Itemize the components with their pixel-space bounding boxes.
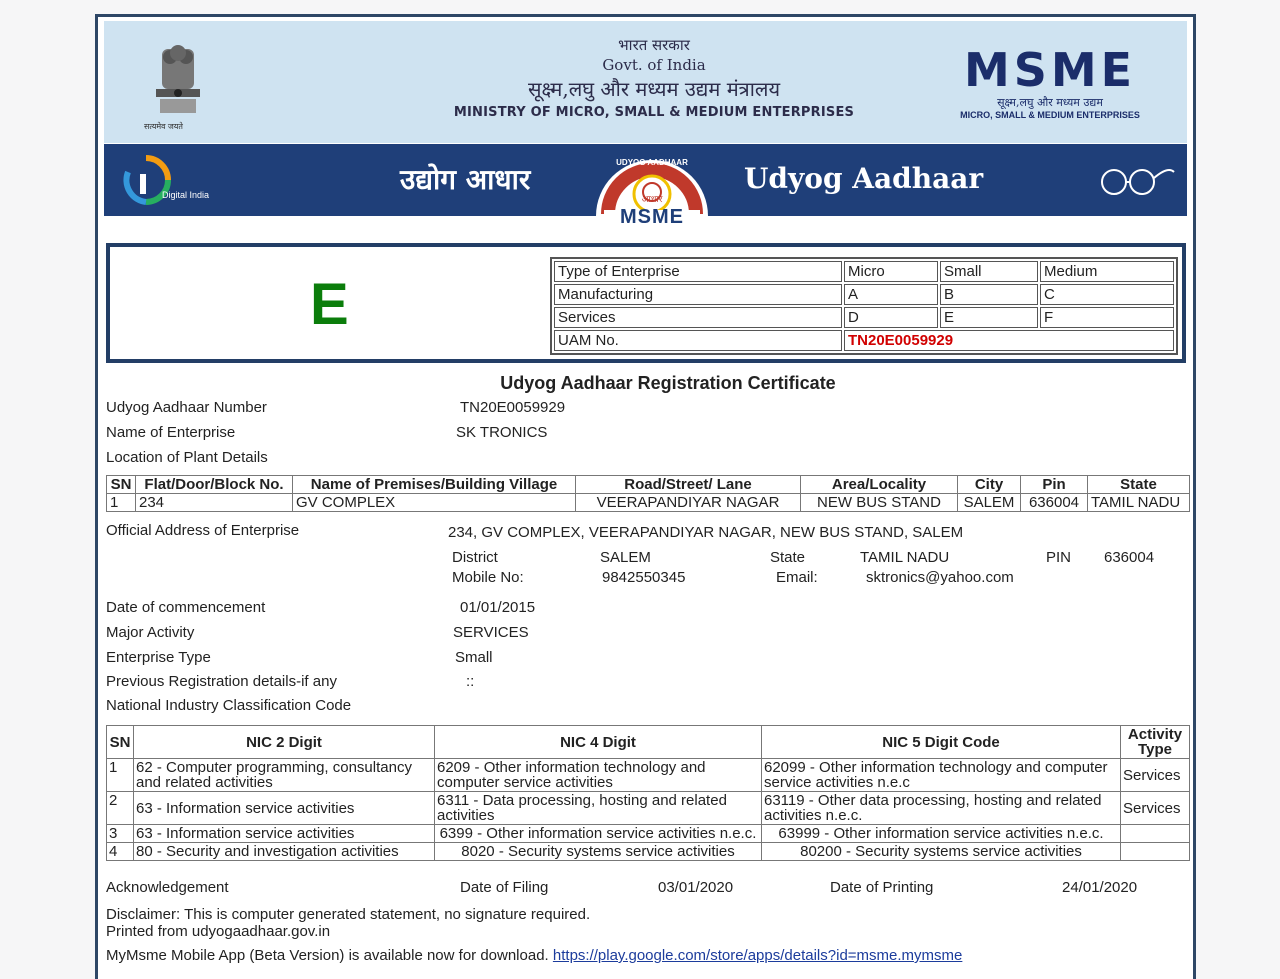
table-cell: 62099 - Other information technology and computer service activities n.e.c — [762, 759, 1121, 792]
mobile-label: Mobile No: — [452, 569, 524, 586]
table-row — [554, 284, 1174, 305]
table-row — [554, 330, 1174, 351]
plant-location-table — [106, 475, 1190, 512]
table-cell: 1 — [107, 759, 134, 792]
printed-from-text: Printed from udyogaadhaar.gov.in — [106, 923, 331, 940]
emblem-caption: सत्यमेव जयते — [144, 122, 183, 131]
table-row — [107, 825, 1190, 843]
udyog-aadhaar-seal-icon — [590, 142, 714, 226]
app-notice-text: MyMsme Mobile App (Beta Version) is available now for download. — [106, 947, 549, 964]
district-label: District — [452, 549, 498, 566]
major-activity-value: SERVICES — [453, 624, 529, 641]
seal-top-text: UDYOG AADHAAR — [616, 158, 688, 167]
table-header-row — [107, 476, 1190, 494]
msme-logo-hindi: सूक्ष्म,लघु और मध्यम उद्यम — [997, 96, 1103, 109]
disclaimer-text: Disclaimer: This is computer generated statement, no signature required. — [106, 906, 591, 923]
table-cell: C — [1040, 284, 1174, 305]
column-header: SN — [107, 476, 136, 494]
seal-msme-text: MSME — [620, 206, 684, 228]
title-band — [104, 144, 1187, 228]
digital-india-label: Digital India — [162, 190, 210, 200]
seal-inner-text: आधार — [641, 194, 663, 204]
table-row — [107, 494, 1190, 512]
header-band — [104, 21, 1187, 143]
table-cell: 3 — [107, 825, 134, 843]
nic-label: National Industry Classification Code — [106, 697, 352, 714]
column-header: NIC 4 Digit — [435, 726, 762, 759]
table-cell: GV COMPLEX — [293, 494, 576, 512]
table-cell: 63 - Information service activities — [134, 792, 435, 825]
table-cell: Medium — [1040, 261, 1174, 282]
app-notice — [106, 947, 962, 964]
table-cell: 63999 - Other information service activities n.e.c. — [762, 825, 1121, 843]
filing-date-label: Date of Filing — [460, 879, 549, 896]
acknowledgement-label: Acknowledgement — [106, 879, 229, 896]
column-header: City — [958, 476, 1021, 494]
uan-label: Udyog Aadhaar Number — [106, 399, 267, 416]
category-grade: E — [310, 272, 349, 337]
enterprise-category-box — [106, 243, 1186, 363]
table-cell: 6209 - Other information technology and computer service activities — [435, 759, 762, 792]
nic-table — [106, 725, 1190, 861]
table-cell: A — [844, 284, 938, 305]
ministry-english: MINISTRY OF MICRO, SMALL & MEDIUM ENTERPRISES — [453, 105, 855, 120]
msme-logo — [950, 45, 1150, 120]
table-cell: 6399 - Other information service activities n.e.c. — [435, 825, 762, 843]
previous-registration-label: Previous Registration details-if any — [106, 673, 337, 690]
column-header: SN — [107, 726, 134, 759]
enterprise-name-value: SK TRONICS — [456, 424, 548, 441]
table-cell: Micro — [844, 261, 938, 282]
table-row — [107, 843, 1190, 861]
table-cell — [1121, 825, 1190, 843]
column-header: State — [1088, 476, 1190, 494]
gov-english: Govt. of India — [602, 56, 706, 74]
gov-hindi: भारत सरकार — [618, 36, 690, 54]
certificate-sheet — [95, 14, 1196, 979]
certificate-title: Udyog Aadhaar Registration Certificate — [500, 373, 836, 393]
commencement-label: Date of commencement — [106, 599, 266, 616]
column-header: Activity Type — [1121, 726, 1190, 759]
table-cell: Small — [940, 261, 1038, 282]
play-store-link[interactable]: https://play.google.com/store/apps/details?id=msme.mymsme — [552, 947, 963, 964]
enterprise-type-value: Small — [455, 649, 493, 666]
column-header: NIC 2 Digit — [134, 726, 435, 759]
enterprise-type-table — [550, 257, 1178, 355]
table-cell: Manufacturing — [554, 284, 842, 305]
major-activity-label: Major Activity — [106, 624, 195, 641]
email-label: Email: — [776, 569, 818, 586]
table-cell: 63 - Information service activities — [134, 825, 435, 843]
column-header: Area/Locality — [801, 476, 958, 494]
commencement-value: 01/01/2015 — [460, 599, 536, 616]
email-value: sktronics@yahoo.com — [866, 569, 1014, 586]
table-cell: 6311 - Data processing, hosting and related activities — [435, 792, 762, 825]
table-cell: 4 — [107, 843, 134, 861]
table-cell: SALEM — [958, 494, 1021, 512]
table-cell: 234 — [136, 494, 293, 512]
msme-logo-text: MSME — [963, 43, 1137, 97]
national-emblem-icon — [148, 41, 208, 133]
swachh-bharat-glasses-icon — [1090, 164, 1176, 200]
enterprise-type-label: Enterprise Type — [106, 649, 211, 666]
enterprise-name-label: Name of Enterprise — [106, 424, 236, 441]
table-cell: Services — [1121, 792, 1190, 825]
table-cell: E — [940, 307, 1038, 328]
table-cell: 2 — [107, 792, 134, 825]
table-cell: 63119 - Other data processing, hosting and related activities n.e.c. — [762, 792, 1121, 825]
table-cell: VEERAPANDIYAR NAGAR — [576, 494, 801, 512]
table-row — [554, 307, 1174, 328]
mobile-value: 9842550345 — [602, 569, 686, 586]
address-label: Official Address of Enterprise — [106, 522, 300, 539]
previous-registration-value: :: — [466, 673, 475, 690]
table-cell — [1121, 843, 1190, 861]
uan-value: TN20E0059929 — [460, 399, 566, 416]
pin-value: 636004 — [1104, 549, 1155, 566]
table-cell: 636004 — [1021, 494, 1088, 512]
table-cell: TAMIL NADU — [1088, 494, 1190, 512]
uam-value: TN20E0059929 — [844, 330, 1174, 351]
digital-india-logo — [118, 152, 228, 208]
table-cell: Type of Enterprise — [554, 261, 842, 282]
table-row — [107, 759, 1190, 792]
ministry-hindi: सूक्ष्म,लघु और मध्यम उद्यम मंत्रालय — [527, 77, 781, 101]
column-header: Pin — [1021, 476, 1088, 494]
table-cell: Services — [554, 307, 842, 328]
udyog-aadhaar-english: Udyog Aadhaar — [744, 162, 984, 195]
column-header: Flat/Door/Block No. — [136, 476, 293, 494]
table-cell: B — [940, 284, 1038, 305]
location-label: Location of Plant Details — [106, 449, 268, 466]
table-header-row — [107, 726, 1190, 759]
printing-date-label: Date of Printing — [830, 879, 934, 896]
uam-label: UAM No. — [554, 330, 842, 351]
table-cell: NEW BUS STAND — [801, 494, 958, 512]
msme-logo-english: MICRO, SMALL & MEDIUM ENTERPRISES — [960, 110, 1140, 120]
udyog-aadhaar-hindi: उद्योग आधार — [400, 163, 531, 196]
filing-date-value: 03/01/2020 — [658, 879, 734, 896]
table-cell: D — [844, 307, 938, 328]
state-label: State — [770, 549, 806, 566]
column-header: NIC 5 Digit Code — [762, 726, 1121, 759]
government-heading — [404, 35, 904, 123]
column-header: Road/Street/ Lane — [576, 476, 801, 494]
table-row — [107, 792, 1190, 825]
address-value: 234, GV COMPLEX, VEERAPANDIYAR NAGAR, NEW BUS STAND, SALEM — [448, 524, 964, 541]
table-row — [554, 261, 1174, 282]
table-cell: 62 - Computer programming, consultancy and related activities — [134, 759, 435, 792]
printing-date-value: 24/01/2020 — [1062, 879, 1138, 896]
table-cell: F — [1040, 307, 1174, 328]
table-cell: Services — [1121, 759, 1190, 792]
table-cell: 80200 - Security systems service activities — [762, 843, 1121, 861]
column-header: Name of Premises/Building Village — [293, 476, 576, 494]
table-cell: 8020 - Security systems service activities — [435, 843, 762, 861]
state-value: TAMIL NADU — [860, 549, 950, 566]
table-cell: 1 — [107, 494, 136, 512]
district-value: SALEM — [600, 549, 651, 566]
table-cell: 80 - Security and investigation activities — [134, 843, 435, 861]
pin-label: PIN — [1046, 549, 1072, 566]
